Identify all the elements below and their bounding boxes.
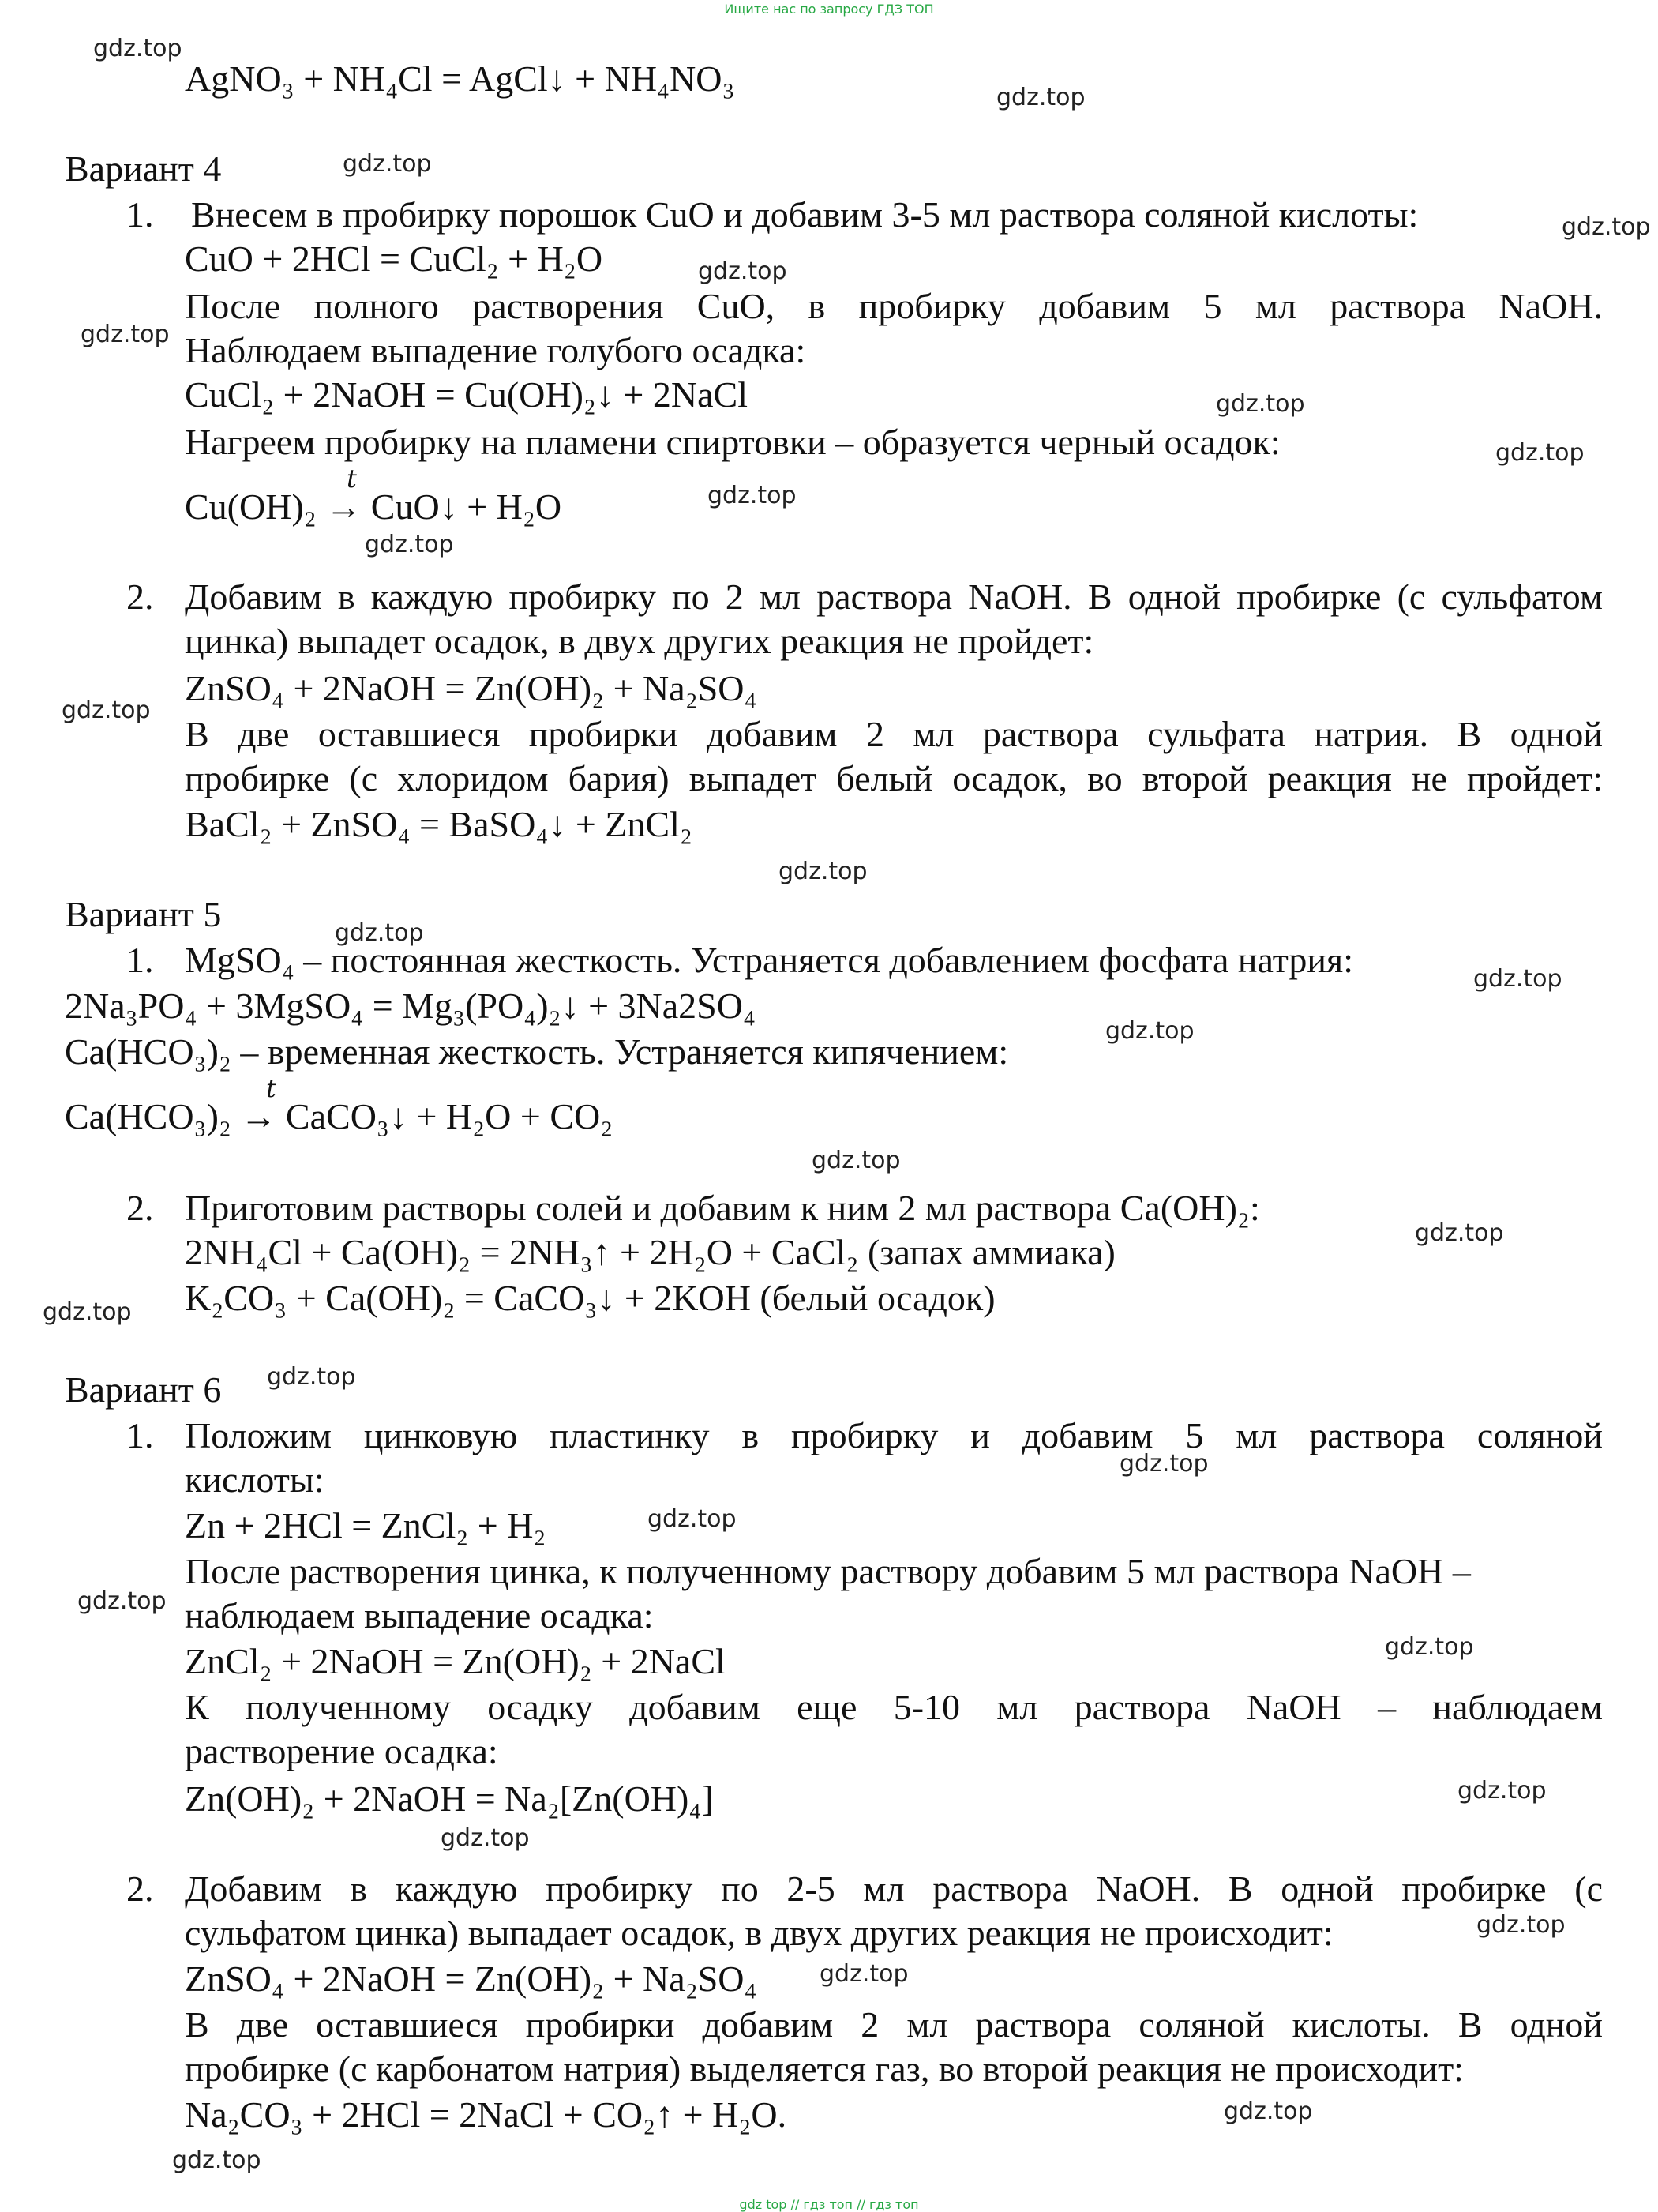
text-line: В две оставшиеся пробирки добавим 2 мл раствора сульфата натрия. В одной [185, 714, 1603, 754]
watermark: gdz.top [1457, 1777, 1547, 1805]
watermark: gdz.top [1105, 1017, 1195, 1045]
watermark: gdz.top [1473, 965, 1562, 993]
watermark: gdz.top [820, 1960, 909, 1988]
watermark: gdz.top [93, 35, 182, 62]
text-line: Внесем в пробирку порошок CuO и добавим 3-5 мл раствора соляной кислоты: [191, 194, 1419, 235]
watermark: gdz.top [81, 321, 170, 348]
watermark: gdz.top [441, 1824, 530, 1852]
watermark: gdz.top [267, 1363, 356, 1391]
watermark: gdz.top [1495, 439, 1585, 467]
watermark: gdz.top [1224, 2097, 1313, 2125]
item-number: 1. [126, 1415, 154, 1455]
text-line: Добавим в каждую пробирку по 2-5 мл раствора NaOH. В одной пробирке (с [185, 1868, 1603, 1909]
text-line: Добавим в каждую пробирку по 2 мл раствора NaOH. В одной пробирке (с сульфатом [185, 576, 1603, 617]
text-line: сульфатом цинка) выпадает осадок, в двух других реакция не происходит: [185, 1913, 1334, 1953]
watermark: gdz.top [1562, 213, 1651, 241]
variant-4-heading: Вариант 4 [65, 148, 222, 189]
watermark: gdz.top [778, 858, 868, 885]
watermark: gdz.top [1476, 1911, 1566, 1939]
equation-line: Ca(HCO₃)₂ → CaCO₃↓ + H₂O + CO₂ [65, 1096, 613, 1136]
text-line: растворение осадка: [185, 1731, 498, 1771]
equation-line: Cu(OH)₂ → CuO↓ + H₂O [185, 486, 562, 527]
equation-line: 2Na₃PO₄ + 3MgSO₄ = Mg₃(PO₄)₂↓ + 3Na2SO₄ [65, 986, 756, 1026]
watermark: gdz.top [172, 2146, 261, 2174]
equation-line: ZnCl₂ + 2NaOH = Zn(OH)₂ + 2NaCl [185, 1641, 726, 1681]
text-line: пробирке (с карбонатом натрия) выделяется газ, во второй реакция не происходит: [185, 2049, 1464, 2089]
item-number: 2. [126, 1188, 154, 1228]
equation-line: CuO + 2HCl = CuCl₂ + H₂O [185, 238, 603, 279]
bottom-banner: gdz top // гдз топ // гдз топ [739, 2197, 919, 2212]
watermark: gdz.top [365, 531, 454, 558]
text-line: цинка) выпадет осадок, в двух других реакция не пройдет: [185, 621, 1094, 661]
text-line: Наблюдаем выпадение голубого осадка: [185, 330, 806, 370]
top-banner: Ищите нас по запросу ГДЗ ТОП [724, 2, 934, 17]
watermark: gdz.top [812, 1147, 901, 1174]
watermark: gdz.top [62, 697, 151, 724]
text-line: После растворения цинка, к полученному раствору добавим 5 мл раствора NaOH – [185, 1551, 1471, 1591]
text-line: кислоты: [185, 1459, 324, 1500]
watermark: gdz.top [77, 1587, 167, 1615]
heat-mark: t [347, 464, 357, 494]
variant-5-heading: Вариант 5 [65, 894, 222, 934]
equation-line: Na₂CO₃ + 2HCl = 2NaCl + CO₂↑ + H₂O. [185, 2094, 787, 2135]
item-number: 2. [126, 576, 154, 617]
watermark: gdz.top [996, 84, 1086, 111]
equation-line: AgNO₃ + NH₄Cl = AgCl↓ + NH₄NO₃ [185, 58, 735, 99]
item-number: 1. [126, 940, 154, 980]
text-line: В две оставшиеся пробирки добавим 2 мл раствора соляной кислоты. В одной [185, 2004, 1603, 2045]
equation-line: 2NH₄Cl + Ca(OH)₂ = 2NH₃↑ + 2H₂O + CaCl₂ (запах аммиака) [185, 1232, 1116, 1272]
watermark: gdz.top [1385, 1633, 1474, 1661]
text-line: Положим цинковую пластинку в пробирку и добавим 5 мл раствора соляной [185, 1415, 1603, 1455]
watermark: gdz.top [698, 257, 787, 285]
watermark: gdz.top [707, 482, 797, 509]
equation-line: Zn(OH)₂ + 2NaOH = Na₂[Zn(OH)₄] [185, 1778, 714, 1819]
variant-6-heading: Вариант 6 [65, 1369, 222, 1410]
heat-mark: t [266, 1073, 276, 1103]
equation-line: BaCl₂ + ZnSO₄ = BaSO₄↓ + ZnCl₂ [185, 804, 692, 844]
watermark: gdz.top [1216, 390, 1305, 418]
text-line: наблюдаем выпадение осадка: [185, 1595, 654, 1636]
text-line: Ca(HCO₃)₂ – временная жесткость. Устраняется кипячением: [65, 1031, 1009, 1072]
watermark: gdz.top [1120, 1450, 1209, 1478]
watermark: gdz.top [335, 919, 424, 947]
item-number: 1. [126, 194, 154, 235]
text-line: Нагреем пробирку на пламени спиртовки – образуется черный осадок: [185, 422, 1281, 462]
equation-line: ZnSO₄ + 2NaOH = Zn(OH)₂ + Na₂SO₄ [185, 1959, 757, 1999]
watermark: gdz.top [343, 150, 432, 178]
equation-line: Zn + 2HCl = ZnCl₂ + H₂ [185, 1505, 546, 1545]
equation-line: K₂CO₃ + Ca(OH)₂ = CaCO₃↓ + 2KOH (белый осадок) [185, 1278, 996, 1318]
equation-line: ZnSO₄ + 2NaOH = Zn(OH)₂ + Na₂SO₄ [185, 668, 757, 708]
item-number: 2. [126, 1868, 154, 1909]
text-line: Приготовим растворы солей и добавим к ним 2 мл раствора Ca(OH)₂: [185, 1188, 1260, 1228]
text-line: К полученному осадку добавим еще 5-10 мл раствора NaOH – наблюдаем [185, 1687, 1603, 1727]
text-line: MgSO₄ – постоянная жесткость. Устраняется добавлением фосфата натрия: [185, 940, 1353, 980]
text-line: пробирке (с хлоридом бария) выпадет белый осадок, во второй реакция не пройдет: [185, 758, 1603, 798]
watermark: gdz.top [1415, 1219, 1504, 1247]
watermark: gdz.top [647, 1505, 737, 1533]
text-line: После полного растворения CuO, в пробирку добавим 5 мл раствора NaOH. [185, 286, 1603, 326]
watermark: gdz.top [43, 1298, 132, 1326]
equation-line: CuCl₂ + 2NaOH = Cu(OH)₂↓ + 2NaCl [185, 374, 748, 415]
